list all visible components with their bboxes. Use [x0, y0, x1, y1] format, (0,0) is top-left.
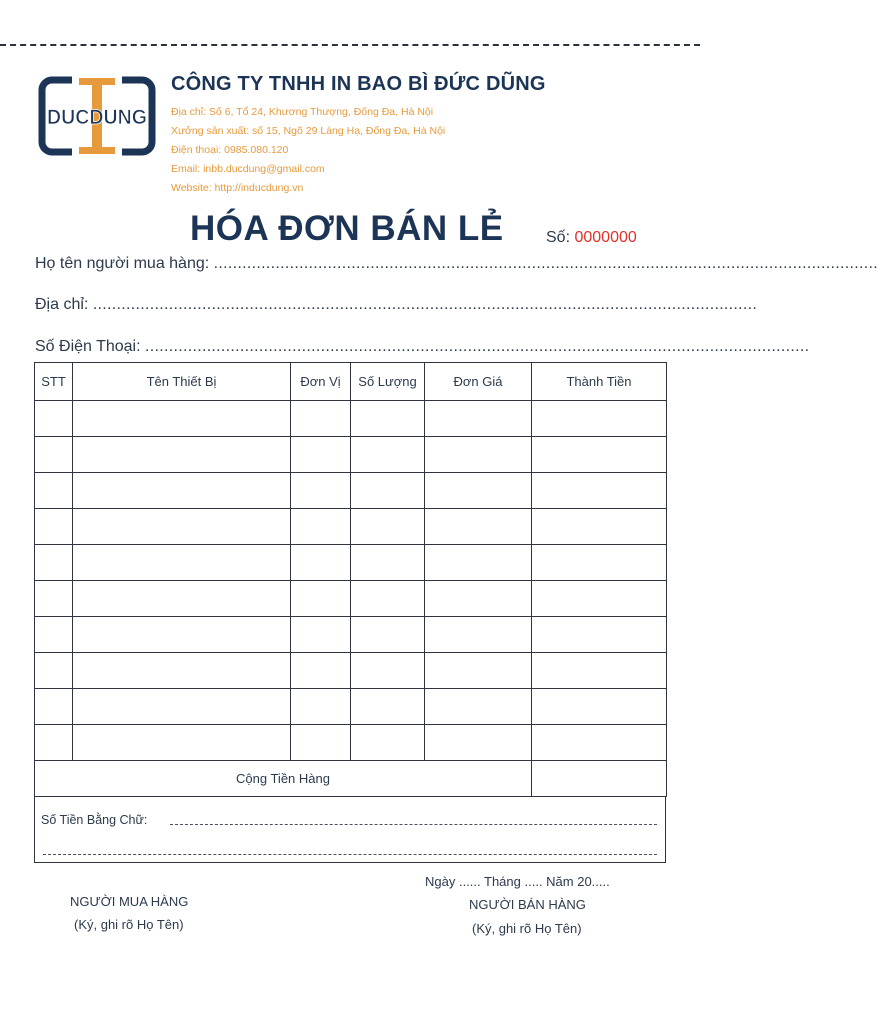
- total-row: [35, 761, 667, 797]
- table-header-row: [35, 363, 667, 401]
- serial-number: 0000000: [574, 229, 637, 246]
- cell[interactable]: [351, 617, 425, 653]
- total-label: Cộng Tiền Hàng: [35, 761, 532, 797]
- header-device-name: Tên Thiết Bị: [73, 363, 291, 401]
- amount-in-words-line-1: [170, 824, 657, 825]
- cell[interactable]: [532, 473, 667, 509]
- cell[interactable]: [351, 725, 425, 761]
- phone-field[interactable]: [35, 338, 810, 356]
- cell[interactable]: [351, 437, 425, 473]
- cell[interactable]: [35, 509, 73, 545]
- cell[interactable]: [35, 545, 73, 581]
- address-dots: ............................................................................................................................................: [92, 296, 758, 313]
- cell[interactable]: [291, 725, 351, 761]
- company-name: CÔNG TY TNHH IN BAO BÌ ĐỨC DŨNG: [171, 73, 546, 95]
- phone-dots: ............................................................................................................................................: [145, 338, 810, 355]
- cell[interactable]: [351, 545, 425, 581]
- company-website: Website: http://inducdung.vn: [171, 182, 304, 194]
- cell[interactable]: [532, 725, 667, 761]
- header-unit: Đơn Vị: [291, 363, 351, 401]
- cell[interactable]: [532, 401, 667, 437]
- logo-text: DUCDUNG: [47, 106, 147, 129]
- seller-signature-title: NGƯỜI BÁN HÀNG: [469, 897, 586, 912]
- cell[interactable]: [35, 725, 73, 761]
- cell[interactable]: [291, 581, 351, 617]
- cell[interactable]: [532, 617, 667, 653]
- total-amount-cell[interactable]: [532, 761, 667, 797]
- table-row: [35, 473, 667, 509]
- cell[interactable]: [291, 617, 351, 653]
- address-label: Địa chỉ:: [35, 296, 89, 313]
- amount-in-words-line-2: [43, 854, 657, 855]
- cell[interactable]: [532, 437, 667, 473]
- cell[interactable]: [35, 581, 73, 617]
- cell[interactable]: [425, 653, 532, 689]
- cell[interactable]: [425, 725, 532, 761]
- cell[interactable]: [291, 653, 351, 689]
- cell[interactable]: [73, 725, 291, 761]
- company-factory: Xưởng sản xuất: số 15, Ngõ 29 Láng Hạ, Đống Đa, Hà Nội: [171, 125, 446, 137]
- table-row: [35, 581, 667, 617]
- date-line: Ngày ...... Tháng ..... Năm 20.....: [425, 874, 610, 889]
- cell[interactable]: [73, 509, 291, 545]
- cell[interactable]: [425, 545, 532, 581]
- company-address: Địa chỉ: Số 6, Tổ 24, Khương Thượng, Đống Đa, Hà Nội: [171, 106, 434, 118]
- serial-label: Số:: [546, 229, 571, 246]
- cell[interactable]: [291, 545, 351, 581]
- header-stt: STT: [35, 363, 73, 401]
- table-row: [35, 545, 667, 581]
- cell[interactable]: [73, 437, 291, 473]
- amount-in-words-box[interactable]: [34, 797, 666, 863]
- cell[interactable]: [351, 581, 425, 617]
- table-row: [35, 437, 667, 473]
- buyer-name-field[interactable]: [35, 255, 878, 273]
- cell[interactable]: [291, 509, 351, 545]
- cell[interactable]: [35, 473, 73, 509]
- invoice-title: HÓA ĐƠN BÁN LẺ: [190, 209, 504, 248]
- cell[interactable]: [425, 473, 532, 509]
- cut-line: [0, 44, 700, 46]
- header-unit-price: Đơn Giá: [425, 363, 532, 401]
- cell[interactable]: [73, 545, 291, 581]
- cell[interactable]: [425, 581, 532, 617]
- cell[interactable]: [425, 401, 532, 437]
- company-logo: [38, 76, 156, 156]
- cell[interactable]: [73, 473, 291, 509]
- cell[interactable]: [291, 401, 351, 437]
- cell[interactable]: [35, 437, 73, 473]
- cell[interactable]: [351, 509, 425, 545]
- cell[interactable]: [351, 473, 425, 509]
- cell[interactable]: [291, 689, 351, 725]
- cell[interactable]: [425, 617, 532, 653]
- amount-in-words-label: Số Tiền Bằng Chữ:: [41, 813, 148, 827]
- cell[interactable]: [532, 653, 667, 689]
- cell[interactable]: [35, 617, 73, 653]
- seller-signature-note: (Ký, ghi rõ Họ Tên): [472, 921, 582, 936]
- table-row: [35, 509, 667, 545]
- cell[interactable]: [73, 689, 291, 725]
- header-amount: Thành Tiền: [532, 363, 667, 401]
- company-email: Email: inbb.ducdung@gmail.com: [171, 163, 325, 175]
- table-row: [35, 653, 667, 689]
- address-field[interactable]: [35, 296, 758, 314]
- company-phone: Điện thoại: 0985.080.120: [171, 144, 289, 156]
- cell[interactable]: [425, 689, 532, 725]
- cell[interactable]: [532, 689, 667, 725]
- company-info: [171, 103, 445, 198]
- table-row: [35, 401, 667, 437]
- table-row: [35, 689, 667, 725]
- buyer-name-dots: ............................................................................................................................................: [213, 255, 878, 272]
- cell[interactable]: [35, 653, 73, 689]
- cell[interactable]: [351, 401, 425, 437]
- phone-label: Số Điện Thoại:: [35, 338, 141, 355]
- buyer-signature-title: NGƯỜI MUA HÀNG: [70, 894, 189, 909]
- header-quantity: Số Lượng: [351, 363, 425, 401]
- cell[interactable]: [73, 401, 291, 437]
- cell[interactable]: [291, 473, 351, 509]
- cell[interactable]: [532, 581, 667, 617]
- cell[interactable]: [425, 509, 532, 545]
- cell[interactable]: [73, 581, 291, 617]
- cell[interactable]: [532, 545, 667, 581]
- cell[interactable]: [425, 437, 532, 473]
- cell[interactable]: [35, 401, 73, 437]
- table-row: [35, 725, 667, 761]
- cell[interactable]: [73, 653, 291, 689]
- items-table: [34, 362, 667, 797]
- cell[interactable]: [291, 437, 351, 473]
- buyer-name-label: Họ tên người mua hàng:: [35, 255, 210, 272]
- cell[interactable]: [351, 689, 425, 725]
- cell[interactable]: [35, 689, 73, 725]
- cell[interactable]: [532, 509, 667, 545]
- invoice-serial: [546, 229, 637, 247]
- buyer-signature-note: (Ký, ghi rõ Họ Tên): [74, 917, 184, 932]
- cell[interactable]: [73, 617, 291, 653]
- table-row: [35, 617, 667, 653]
- cell[interactable]: [351, 653, 425, 689]
